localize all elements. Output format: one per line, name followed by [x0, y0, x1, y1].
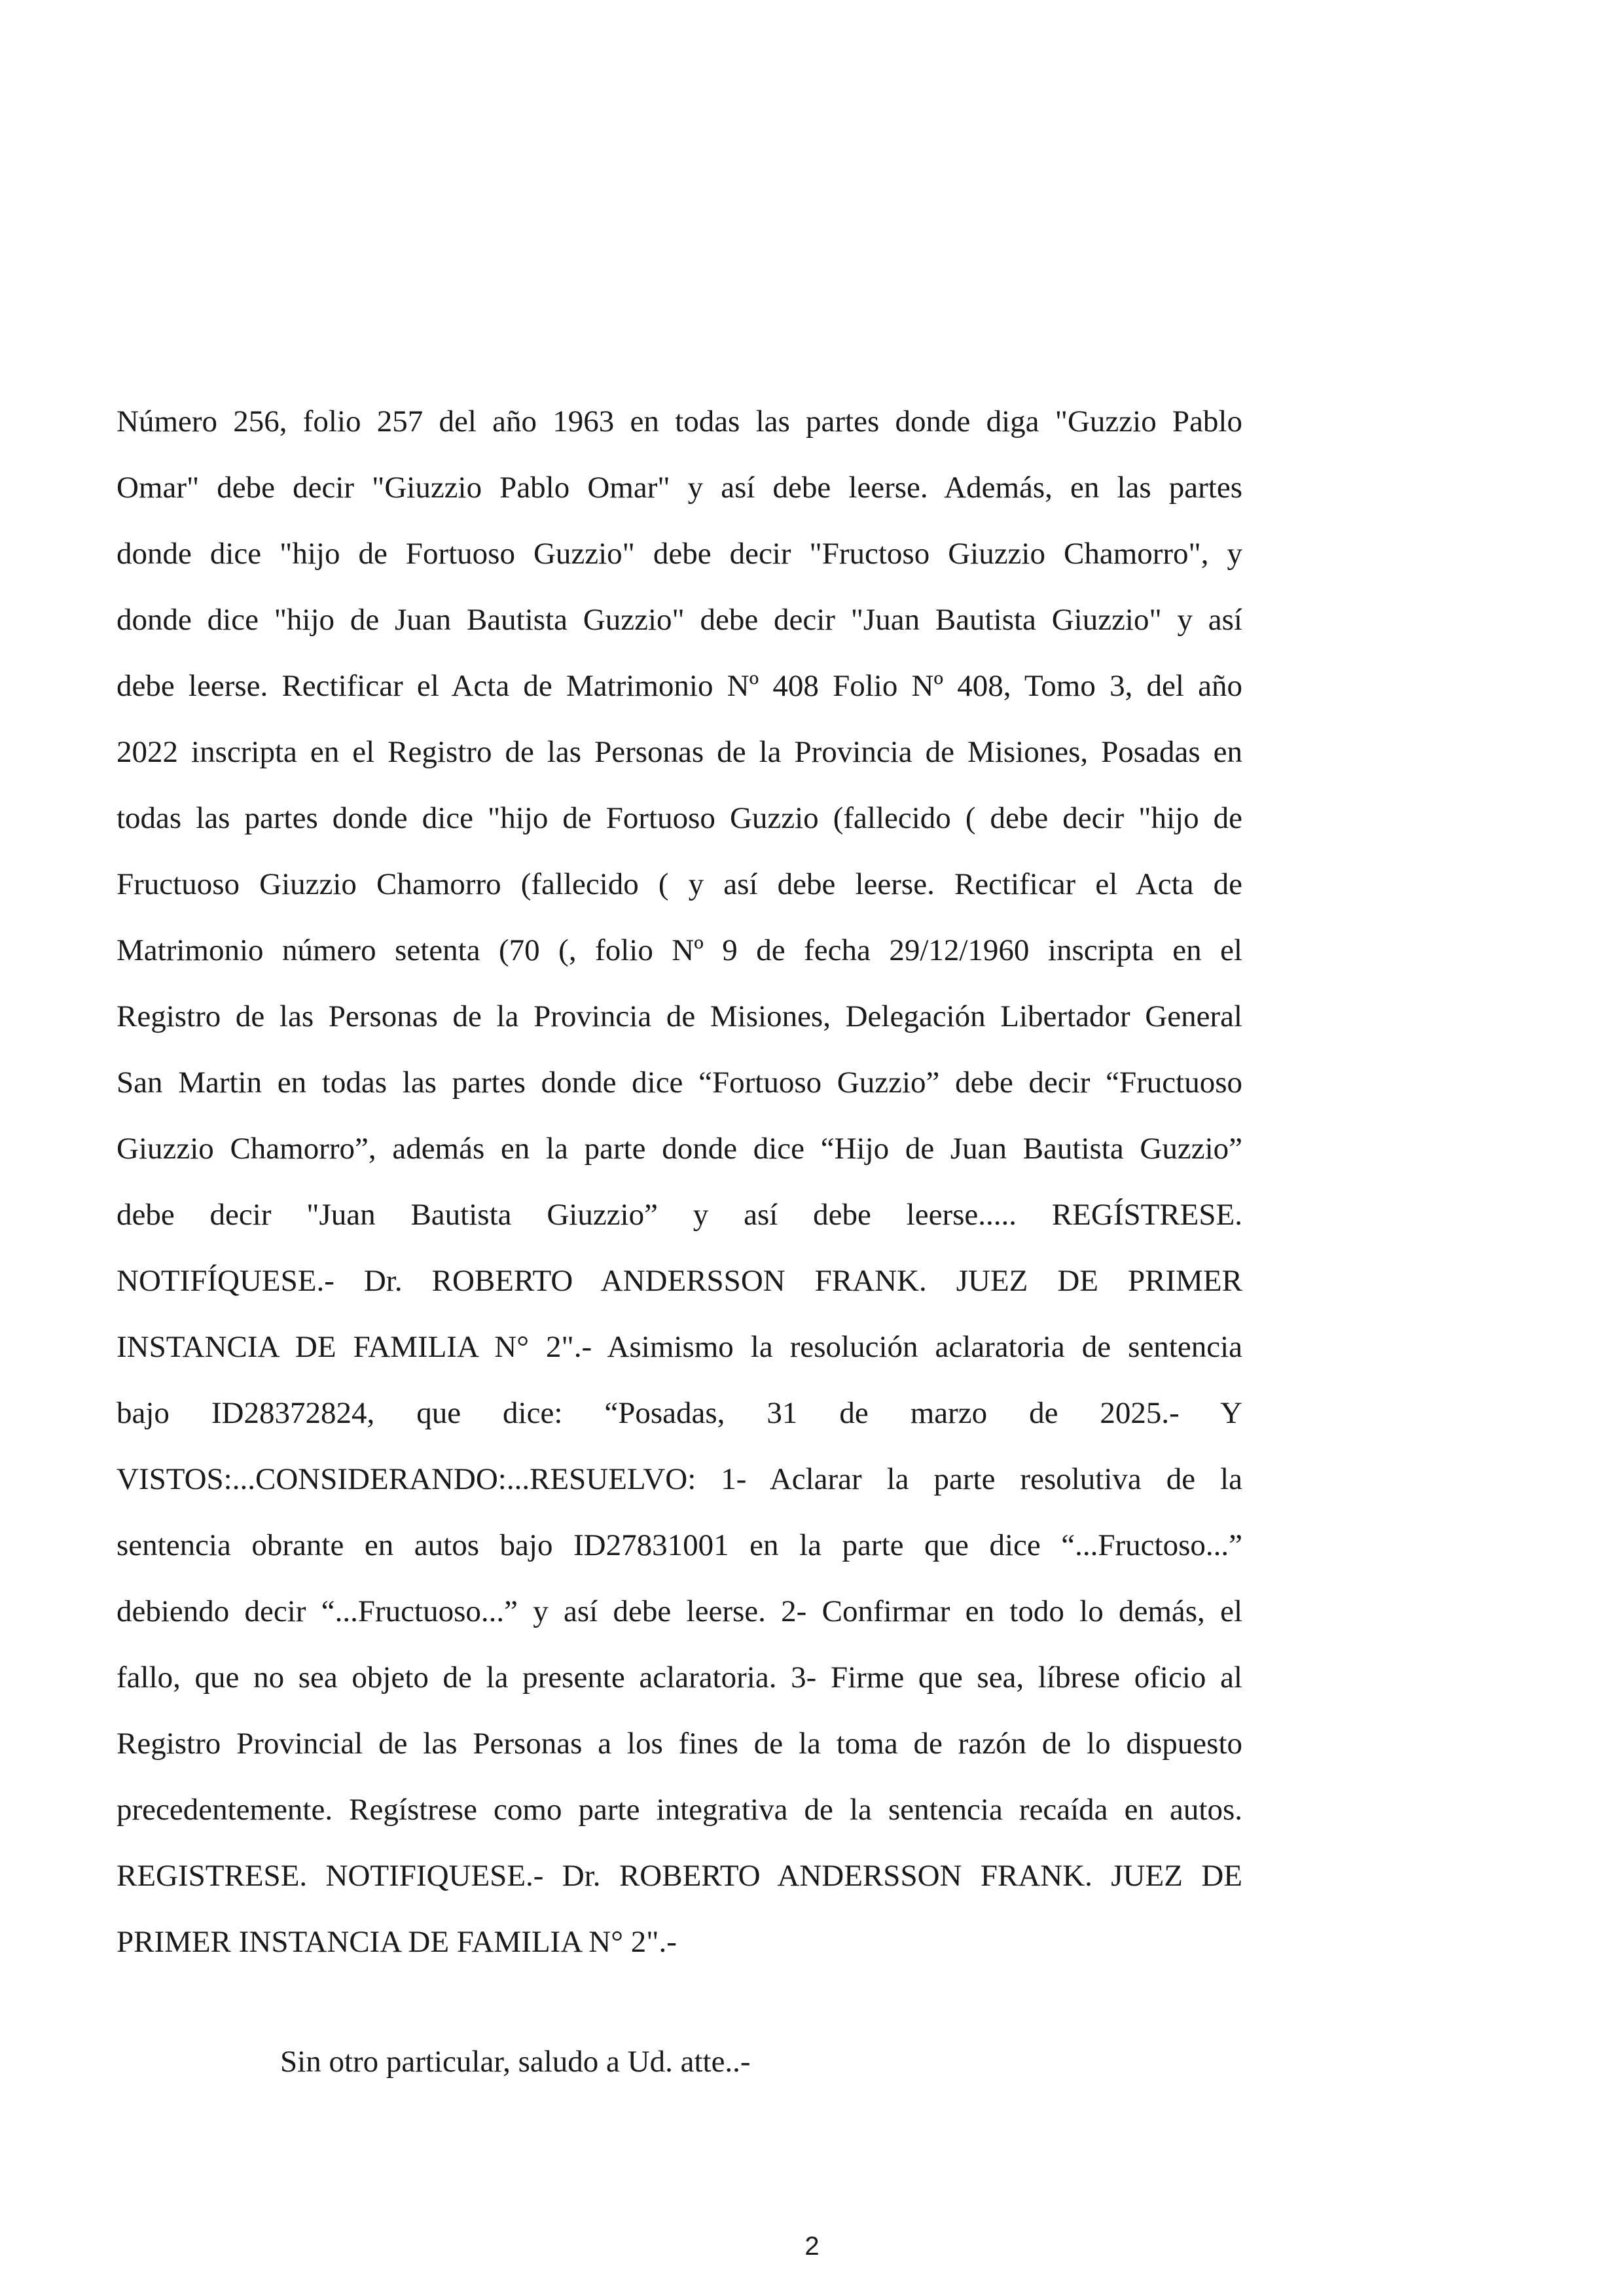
text-line: 2022 inscripta en el Registro de las Personas de la Provincia de Misiones, Posadas en	[117, 735, 1242, 769]
text-line: Giuzzio Chamorro”, además en la parte donde dice “Hijo de Juan Bautista Guzzio”	[117, 1132, 1242, 1166]
text-line: debe leerse. Rectificar el Acta de Matrimonio Nº 408 Folio Nº 408, Tomo 3, del año	[117, 669, 1242, 703]
text-line: VISTOS:...CONSIDERANDO:...RESUELVO: 1- Aclarar la parte resolutiva de la	[117, 1462, 1242, 1496]
text-line: PRIMER INSTANCIA DE FAMILIA N° 2".-	[117, 1925, 677, 1959]
text-line: fallo, que no sea objeto de la presente aclaratoria. 3- Firme que sea, líbrese oficio al	[117, 1660, 1242, 1695]
text-line: Matrimonio número setenta (70 (, folio Nº 9 de fecha 29/12/1960 inscripta en el	[117, 933, 1242, 967]
text-line: donde dice "hijo de Juan Bautista Guzzio" debe decir "Juan Bautista Giuzzio" y así	[117, 603, 1242, 637]
closing-salutation: Sin otro particular, saludo a Ud. atte..-	[280, 2045, 751, 2079]
page-number: 2	[804, 2232, 820, 2261]
text-line: REGISTRESE. NOTIFIQUESE.- Dr. ROBERTO ANDERSSON FRANK. JUEZ DE	[117, 1859, 1242, 1893]
text-line: NOTIFÍQUESE.- Dr. ROBERTO ANDERSSON FRANK. JUEZ DE PRIMER	[117, 1264, 1242, 1298]
text-line: Número 256, folio 257 del año 1963 en todas las partes donde diga "Guzzio Pablo	[117, 404, 1242, 439]
text-line: sentencia obrante en autos bajo ID27831001 en la parte que dice “...Fructoso...”	[117, 1528, 1242, 1562]
text-line: precedentemente. Regístrese como parte integrativa de la sentencia recaída en autos.	[117, 1793, 1242, 1827]
text-line: Registro Provincial de las Personas a los fines de la toma de razón de lo dispuesto	[117, 1727, 1242, 1761]
resolution-body-text	[117, 395, 1242, 1982]
text-line: debiendo decir “...Fructuoso...” y así debe leerse. 2- Confirmar en todo lo demás, el	[117, 1594, 1242, 1628]
text-line: San Martin en todas las partes donde dice “Fortuoso Guzzio” debe decir “Fructuoso	[117, 1066, 1242, 1100]
text-line: debe decir "Juan Bautista Giuzzio” y así debe leerse..... REGÍSTRESE.	[117, 1198, 1242, 1232]
text-line: INSTANCIA DE FAMILIA N° 2".- Asimismo la resolución aclaratoria de sentencia	[117, 1330, 1242, 1364]
text-line: Registro de las Personas de la Provincia de Misiones, Delegación Libertador General	[117, 999, 1242, 1033]
text-line: bajo ID28372824, que dice: “Posadas, 31 de marzo de 2025.- Y	[117, 1396, 1242, 1430]
text-line: donde dice "hijo de Fortuoso Guzzio" debe decir "Fructoso Giuzzio Chamorro", y	[117, 537, 1242, 571]
text-line: todas las partes donde dice "hijo de Fortuoso Guzzio (fallecido ( debe decir "hijo de	[117, 801, 1242, 835]
text-line: Fructuoso Giuzzio Chamorro (fallecido ( y así debe leerse. Rectificar el Acta de	[117, 867, 1242, 901]
text-line: Omar" debe decir "Giuzzio Pablo Omar" y así debe leerse. Además, en las partes	[117, 471, 1242, 505]
